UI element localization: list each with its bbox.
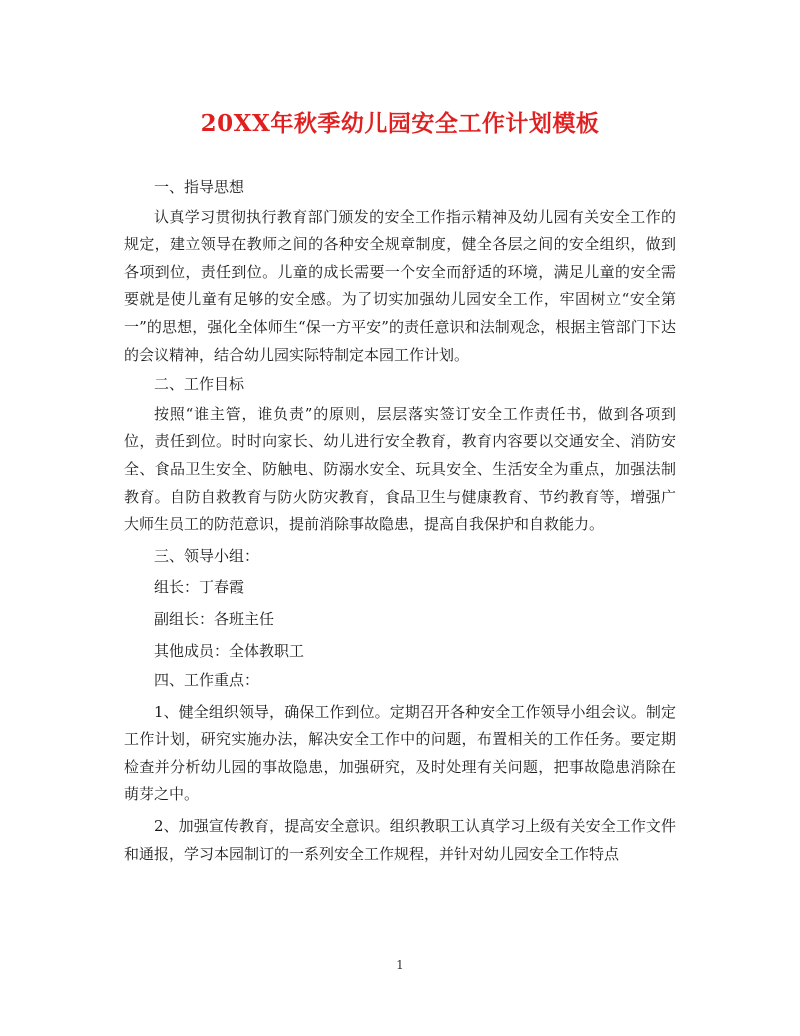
leader-line: 组长：丁春霞 bbox=[154, 578, 245, 597]
section-heading-work-goals: 二、工作目标 bbox=[154, 375, 245, 394]
work-focus-item-2: 2、加强宣传教育，提高安全意识。组织教职工认真学习上级有关安全工作文件和通报，学习本园制订的一系列安全工作规程，并针对幼儿园安全工作特点 bbox=[124, 817, 676, 863]
deputy-leader-line: 副组长：各班主任 bbox=[154, 609, 275, 628]
work-focus-item-1: 1、健全组织领导，确保工作到位。定期召开各种安全工作领导小组会议。制定工作计划，研究实施办法，解决安全工作中的问题，布置相关的工作任务。要定期检查并分析幼儿园的事故隐患，加强研究，及时处理有关问题，把事故隐患消除在萌芽之中。 bbox=[124, 702, 676, 804]
document-title: 20XX年秋季幼儿园安全工作计划模板 bbox=[200, 110, 600, 137]
document-body bbox=[124, 174, 676, 868]
page-number: 1 bbox=[396, 958, 404, 972]
section-paragraph-work-goals: 按照“谁主管，谁负责”的原则，层层落实签订安全工作责任书，做到各项到位，责任到位。时时向家长、幼儿进行安全教育，教育内容要以交通安全、消防安全、食品卫生安全、防触电、防溺水安全、玩具安全、生活安全为重点，加强法制教育。自防自救教育与防火防灾教育，食品卫生与健康教育、节约教育等，增强广大师生员工的防范意识，提前消除事故隐患，提高自我保护和自救能力。 bbox=[124, 404, 676, 534]
section-heading-leadership-group: 三、领导小组： bbox=[154, 546, 260, 565]
section-paragraph-guiding-ideology: 认真学习贯彻执行教育部门颁发的安全工作指示精神及幼儿园有关安全工作的规定，建立领导在教师之间的各种安全规章制度，健全各层之间的安全组织，做到各项到位，责任到位。儿童的成长需要一个安全而舒适的环境，满足儿童的安全需要就是使儿童有足够的安全感。为了切实加强幼儿园安全工作，牢固树立“安全第一”的思想，强化全体师生“保一方平安”的责任意识和法制观念，根据主管部门下达的会议精神，结合幼儿园实际特制定本园工作计划。 bbox=[124, 207, 676, 364]
members-line: 其他成员：全体教职工 bbox=[154, 641, 305, 660]
section-heading-work-focus: 四、工作重点： bbox=[154, 671, 260, 690]
section-heading-guiding-ideology: 一、指导思想 bbox=[154, 178, 245, 196]
